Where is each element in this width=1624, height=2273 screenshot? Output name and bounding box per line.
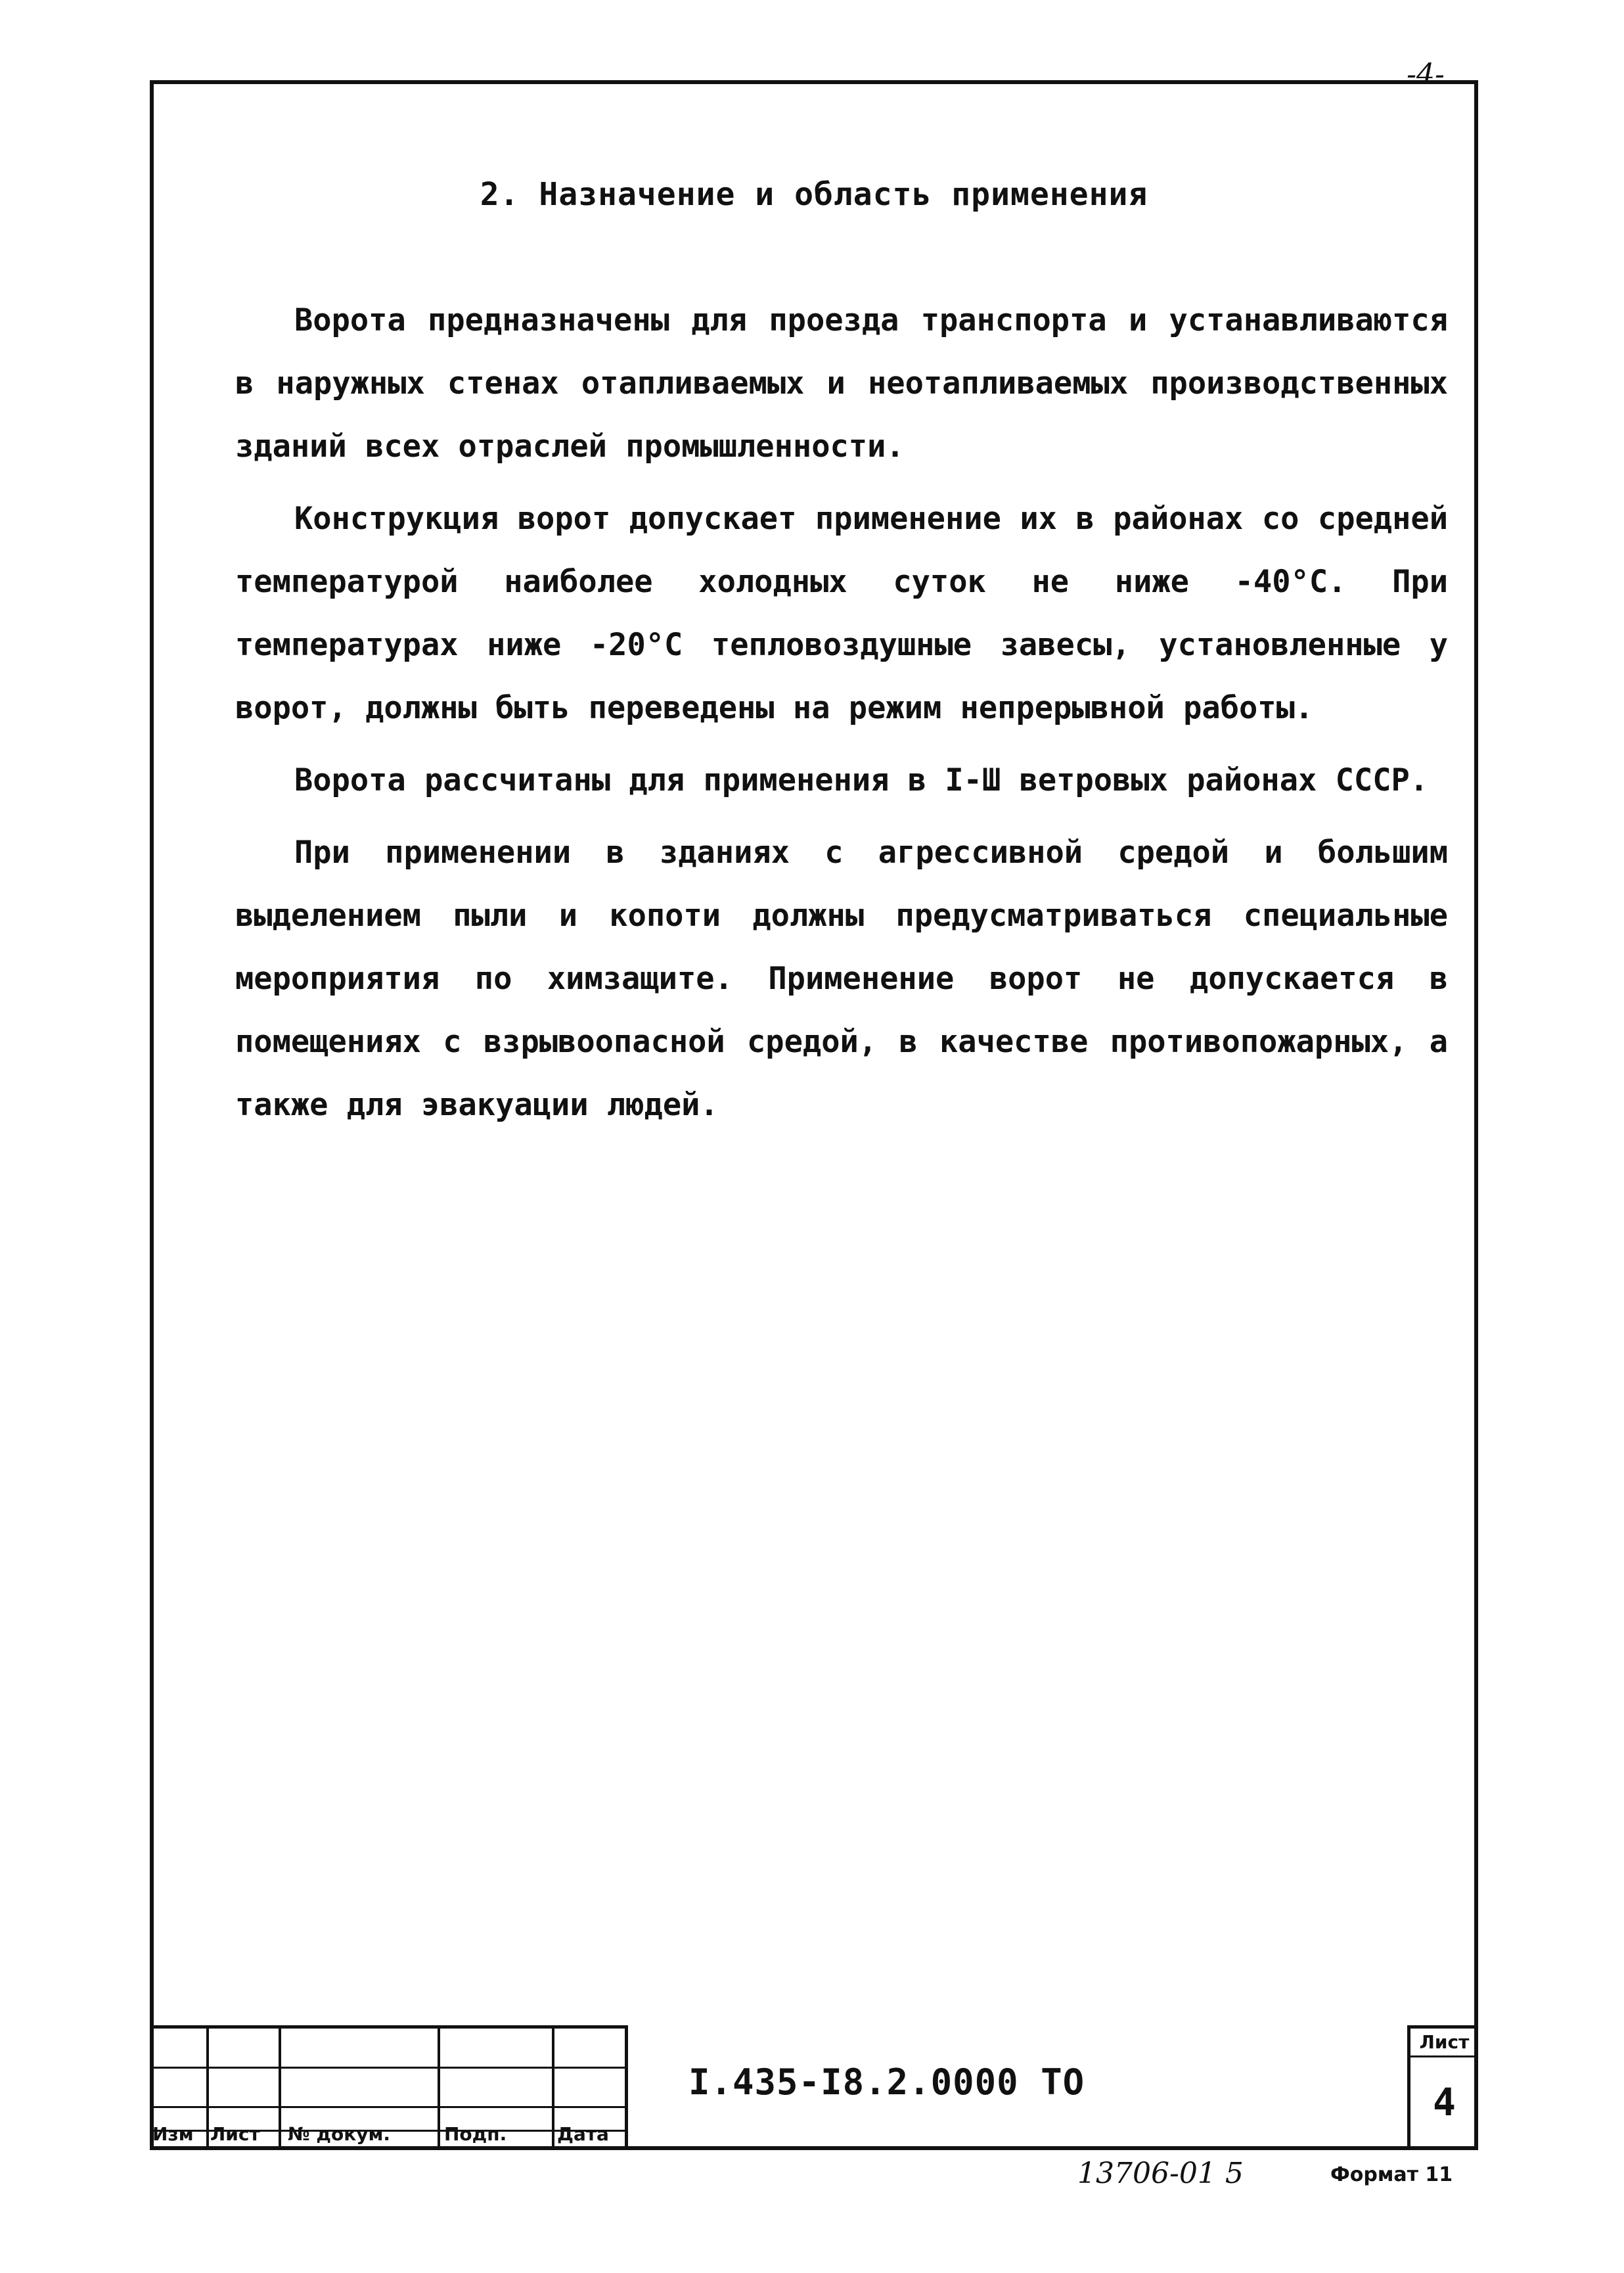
paragraph: Ворота рассчитаны для применения в I-Ш ветровых районах СССР. — [294, 762, 1429, 798]
archive-number: 13706-01 5 — [1077, 2157, 1244, 2190]
section-title: 2. Назначение и область применения — [480, 176, 1148, 213]
stamp-label-change: Изм — [152, 2123, 194, 2145]
sheet-label: Лист — [1410, 2031, 1478, 2057]
paragraph: При применении в зданиях с агрессивной средой и большим выделением пыли и копоти должны предусматриваться специальные мероприятия по химзащите. Применение ворот не допускается в помещениях с взрывоопасной средой, в качестве противопожарных, а также для эвакуации людей. — [235, 835, 1448, 1123]
title-block — [150, 2025, 1478, 2150]
format-label: Формат 11 — [1330, 2163, 1453, 2186]
stamp-label-doc-number: № докум. — [288, 2123, 391, 2145]
stamp-label-date: Дата — [557, 2123, 609, 2145]
revision-table — [150, 2025, 628, 2150]
paragraph: Ворота предназначены для проезда транспорта и устанавливаются в наружных стенах отапливаемых и неотапливаемых производственных зданий всех отраслей промышленности. — [235, 302, 1448, 465]
page-number: -4- — [1407, 58, 1445, 91]
stamp-label-sheet: Лист — [210, 2123, 260, 2145]
sheet-number: 4 — [1433, 2080, 1456, 2124]
stamp-label-signature: Подп. — [444, 2123, 507, 2145]
sheet-box — [1407, 2025, 1478, 2150]
document-code: I.435-I8.2.0000 ТО — [688, 2061, 1085, 2103]
paragraph: Конструкция ворот допускает применение их в районах со средней температурой наиболее холодных суток не ниже -40°С. При температурах ниже -20°С тепловоздушные завесы, установленные у ворот, должны быть переведены на режим непрерывной работы. — [235, 501, 1448, 726]
body-text — [235, 289, 1448, 1146]
